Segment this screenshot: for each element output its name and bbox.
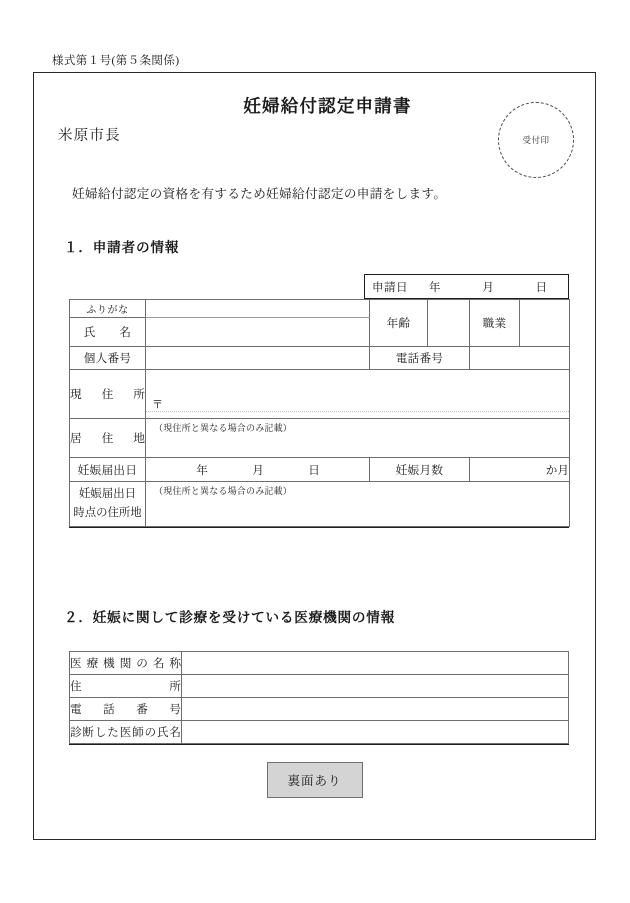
field-my-number[interactable] bbox=[146, 347, 370, 370]
addressee: 米原市長 bbox=[58, 128, 121, 144]
label-institution-address: 住 所 bbox=[70, 675, 182, 698]
table-row-residence bbox=[70, 419, 570, 458]
label-current-address: 現 住 所 bbox=[70, 370, 146, 419]
table-row bbox=[70, 698, 569, 721]
residence-note: （現住所と異なる場合のみ記載） bbox=[154, 423, 293, 433]
pregnancy-date-day-unit: 日 bbox=[308, 463, 320, 477]
label-doctor-name: 診断した医師の氏名 bbox=[70, 721, 182, 744]
label-my-number: 個人番号 bbox=[70, 347, 146, 370]
report-address-note: （現住所と異なる場合のみ記載） bbox=[154, 486, 293, 496]
table-row-current-address bbox=[70, 370, 570, 419]
field-name[interactable] bbox=[146, 318, 370, 347]
field-pregnancy-report-date[interactable] bbox=[146, 458, 370, 482]
field-report-address[interactable] bbox=[146, 482, 570, 527]
label-pregnancy-months: 妊娠月数 bbox=[370, 458, 470, 482]
receipt-stamp-label: 受付印 bbox=[522, 135, 550, 145]
field-phone[interactable] bbox=[470, 347, 570, 370]
application-date-day-unit: 日 bbox=[535, 280, 548, 294]
field-current-address[interactable] bbox=[146, 370, 570, 419]
label-furigana: ふりがな bbox=[70, 300, 146, 318]
address-rule-line bbox=[146, 411, 569, 412]
label-phone: 電話番号 bbox=[370, 347, 470, 370]
field-institution-address[interactable] bbox=[182, 675, 569, 698]
applicant-info-table bbox=[69, 299, 569, 528]
table-row bbox=[70, 675, 569, 698]
field-institution-name[interactable] bbox=[182, 652, 569, 675]
postal-mark-icon: 〒 bbox=[152, 399, 163, 411]
label-age: 年齢 bbox=[370, 300, 428, 347]
field-age[interactable] bbox=[428, 300, 470, 347]
label-residence: 居 住 地 bbox=[70, 419, 146, 458]
page-title: 妊婦給付認定申請書 bbox=[243, 96, 412, 116]
table-row-furigana bbox=[70, 300, 570, 318]
field-doctor-name[interactable] bbox=[182, 721, 569, 744]
table-row bbox=[70, 652, 569, 675]
label-institution-name: 医療機関の名称 bbox=[70, 652, 182, 675]
section-2-heading: ２．妊娠に関して診療を受けている医療機関の情報 bbox=[64, 610, 396, 625]
label-institution-phone: 電 話 番 号 bbox=[70, 698, 182, 721]
label-pregnancy-report-date: 妊娠届出日 bbox=[70, 458, 146, 482]
label-report-address-line2: 時点の住所地 bbox=[73, 507, 142, 519]
field-furigana[interactable] bbox=[146, 300, 370, 318]
field-occupation[interactable] bbox=[520, 300, 570, 347]
label-report-address-line1: 妊娠届出日 bbox=[79, 488, 136, 501]
application-date-box bbox=[364, 274, 569, 299]
form-number: 様式第１号(第５条関係) bbox=[52, 55, 180, 67]
application-date-label: 申請日 bbox=[372, 280, 408, 294]
application-date-year-unit: 年 bbox=[428, 280, 441, 294]
medical-institution-table bbox=[69, 651, 569, 745]
back-side-button[interactable]: 裏面あり bbox=[267, 762, 363, 798]
table-row-report-address bbox=[70, 482, 570, 527]
application-date-month-unit: 月 bbox=[482, 280, 494, 294]
page-frame bbox=[33, 72, 596, 840]
table-row bbox=[70, 721, 569, 744]
field-pregnancy-months[interactable]: か月 bbox=[470, 458, 570, 482]
intro-text: 妊婦給付認定の資格を有するため妊婦給付認定の申請をします。 bbox=[72, 187, 447, 201]
field-residence[interactable] bbox=[146, 419, 570, 458]
field-institution-phone[interactable] bbox=[182, 698, 569, 721]
pregnancy-date-year-unit: 年 bbox=[196, 463, 208, 477]
label-name: 氏 名 bbox=[70, 318, 146, 347]
receipt-stamp-circle bbox=[498, 102, 574, 178]
label-report-address bbox=[70, 482, 146, 527]
label-occupation: 職業 bbox=[470, 300, 520, 347]
table-row-pregnancy-report-date bbox=[70, 458, 570, 482]
pregnancy-date-month-unit: 月 bbox=[252, 463, 264, 477]
section-1-heading: １．申請者の情報 bbox=[64, 240, 180, 255]
table-row-my-number bbox=[70, 347, 570, 370]
